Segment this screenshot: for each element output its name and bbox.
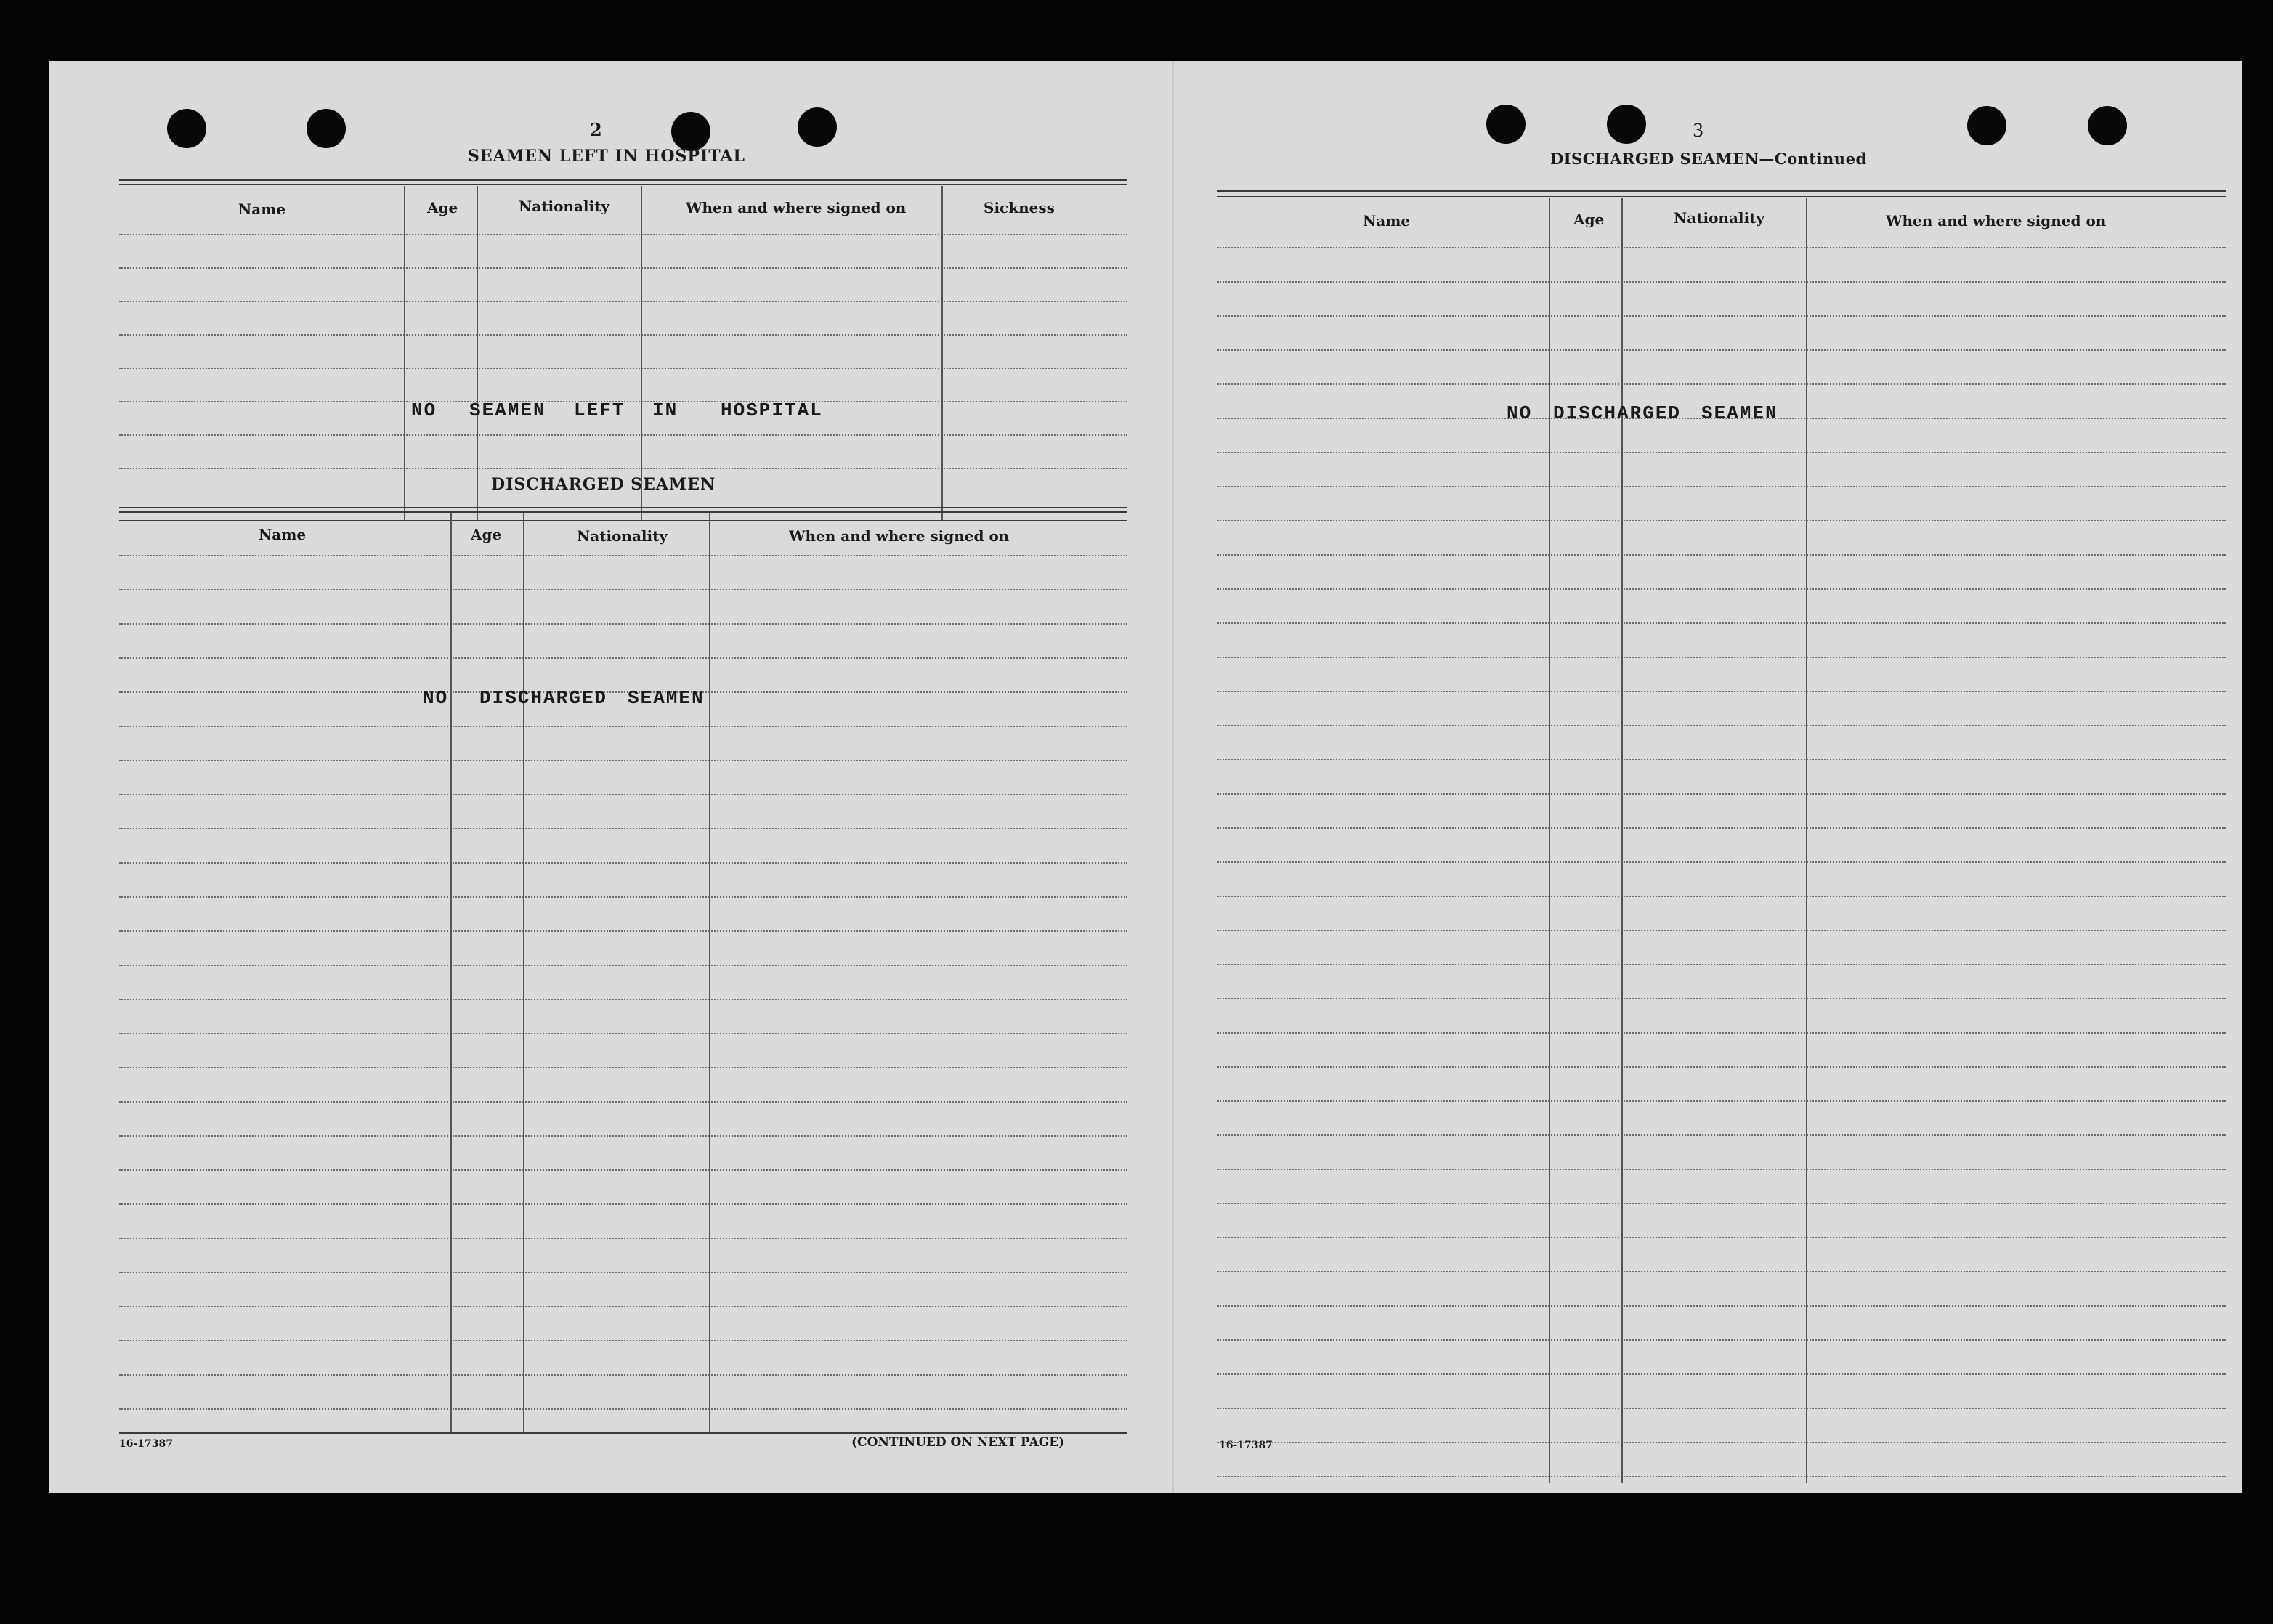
hospital-col-divider [941,186,943,520]
right-top-rule-2 [1217,196,2226,197]
punch-hole [167,109,206,148]
ruled-line [1217,1442,2226,1443]
ruled-line [119,368,1127,369]
hospital-col-nationality: Nationality [519,198,609,215]
ruled-line [119,589,1127,590]
ruled-line [1217,588,2226,590]
ruled-line [119,1169,1127,1171]
typed-discharged: DISCHARGED [479,687,608,709]
ruled-line [119,965,1127,966]
ruled-line [119,828,1127,829]
discharged-col-divider [450,513,452,1432]
ruled-line [119,234,1127,235]
continued-note: (CONTINUED ON NEXT PAGE) [851,1435,1065,1450]
ruled-line [1217,1066,2226,1068]
typed-seamen: SEAMEN [628,687,705,709]
ruled-line [1217,930,2226,931]
hospital-col-name: Name [238,200,286,218]
ruled-line [1217,725,2226,726]
ruled-line [119,1272,1127,1273]
right-top-rule [1217,190,2226,192]
hospital-col-divider [477,186,478,520]
hospital-col-divider [404,186,405,520]
ruled-line [119,267,1127,269]
ruled-line [1217,554,2226,556]
ruled-line [1217,964,2226,965]
ruled-line [119,1340,1127,1341]
ruled-line [119,760,1127,761]
ruled-line [1217,486,2226,487]
ruled-line [1217,1237,2226,1238]
ruled-line [1217,383,2226,385]
ruled-line [119,555,1127,556]
typed-discharged: DISCHARGED [1553,402,1682,424]
ruled-line [119,726,1127,727]
hospital-top-rule-2 [119,184,1127,185]
left-bottom-rule [119,1432,1127,1434]
ruled-line [119,434,1127,436]
discharged-section-title: DISCHARGED SEAMEN [491,475,716,494]
ruled-line [1217,998,2226,999]
ruled-line [1217,281,2226,283]
ruled-line [119,1238,1127,1239]
discharged-col-nationality: Nationality [577,527,668,545]
typed-seamen: SEAMEN [469,399,546,421]
ruled-line [1217,247,2226,248]
left-form-number: 16-17387 [119,1438,173,1450]
discharged-col-divider [523,513,524,1432]
right-col-divider [1806,198,1807,1483]
ruled-line [1217,520,2226,521]
ruled-line [119,468,1127,469]
ruled-line [1217,657,2226,658]
left-page-number: 2 [590,119,602,140]
right-section-title: DISCHARGED SEAMEN—Continued [1550,150,1867,168]
ruled-line [119,1067,1127,1068]
ruled-line [1217,452,2226,453]
typed-hospital: HOSPITAL [721,399,823,421]
ruled-line [1217,1476,2226,1477]
ruled-line [1217,827,2226,829]
right-col-signed-on: When and where signed on [1886,212,2107,230]
hospital-top-rule [119,179,1127,181]
right-col-age: Age [1573,211,1605,228]
ruled-line [119,930,1127,932]
punch-hole [671,112,710,151]
ruled-line [1217,622,2226,624]
right-col-divider [1549,198,1550,1483]
ruled-line [1217,793,2226,795]
hospital-section-title: SEAMEN LEFT IN HOSPITAL [468,147,745,166]
page-fold [1172,61,1174,1493]
discharged-col-name: Name [259,526,307,543]
typed-in: IN [652,399,678,421]
right-col-name: Name [1363,212,1411,230]
right-page-number: 3 [1693,121,1704,141]
ruled-line [119,657,1127,659]
discharged-top-rule [119,507,1127,508]
ruled-line [1217,349,2226,351]
punch-hole [798,107,837,147]
ruled-line [119,691,1127,693]
ruled-line [119,301,1127,302]
ruled-line [1217,315,2226,317]
ruled-line [119,1135,1127,1137]
punch-hole [2088,106,2127,145]
ruled-line [1217,759,2226,760]
ruled-line [1217,1203,2226,1204]
ruled-line [119,623,1127,625]
typed-left: LEFT [574,399,625,421]
ruled-line [119,794,1127,795]
ruled-line [1217,1100,2226,1102]
ruled-line [119,1306,1127,1307]
punch-hole [1967,106,2006,145]
typed-no: NO [1507,402,1533,424]
ruled-line [119,1203,1127,1205]
ruled-line [1217,1339,2226,1341]
hospital-col-age: Age [427,199,458,216]
ledger-sheet [49,61,2242,1493]
hospital-col-divider [641,186,642,520]
ruled-line [1217,896,2226,897]
hospital-col-signed-on: When and where signed on [686,199,907,216]
right-form-number: 16-17387 [1219,1440,1273,1451]
ruled-line [119,1408,1127,1410]
ruled-line [1217,1373,2226,1375]
ruled-line [1217,861,2226,863]
ruled-line [119,1101,1127,1103]
ruled-line [1217,1169,2226,1170]
ruled-line [119,334,1127,336]
discharged-col-age: Age [471,526,502,543]
ruled-line [1217,1271,2226,1272]
punch-hole [1486,105,1526,144]
right-col-nationality: Nationality [1674,209,1764,227]
ruled-line [1217,1408,2226,1409]
discharged-col-signed-on: When and where signed on [789,527,1010,545]
typed-no: NO [411,399,437,421]
hospital-bottom-rule [119,520,1127,521]
typed-no: NO [423,687,449,709]
hospital-col-sickness: Sickness [984,199,1055,216]
ruled-line [119,862,1127,864]
ruled-line [1217,691,2226,692]
punch-hole [307,109,346,148]
ruled-line [1217,1305,2226,1307]
discharged-col-divider [709,513,710,1432]
ruled-line [119,896,1127,898]
typed-seamen: SEAMEN [1701,402,1778,424]
right-col-divider [1621,198,1623,1483]
punch-hole [1607,105,1646,144]
ruled-line [1217,1134,2226,1136]
ruled-line [119,1374,1127,1376]
ruled-line [119,999,1127,1000]
discharged-top-rule-2 [119,511,1127,513]
ruled-line [119,1033,1127,1034]
ruled-line [1217,1032,2226,1034]
